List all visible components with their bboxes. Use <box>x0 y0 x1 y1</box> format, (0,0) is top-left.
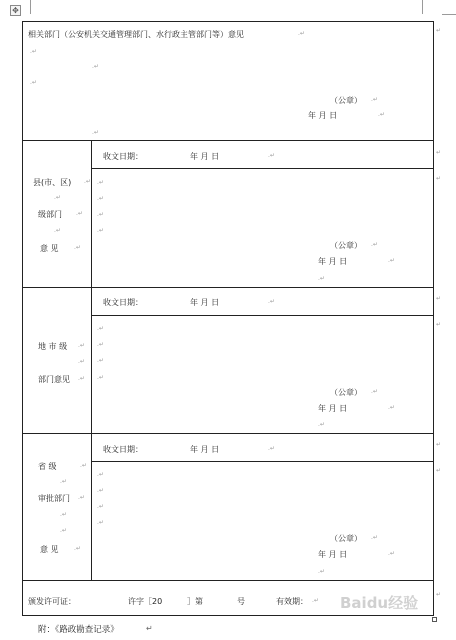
permit-bracket: ］第 <box>187 597 203 606</box>
crop-mark-top-left <box>30 0 31 14</box>
prefecture-label-1: 地 市 级 <box>38 342 68 351</box>
crop-mark-right <box>442 14 456 15</box>
county-receive-date: 年 月 日 <box>190 152 220 161</box>
province-receive-label: 收文日期： <box>103 445 143 454</box>
watermark: Baidu经验 <box>340 594 419 612</box>
table-resize-handle[interactable] <box>432 617 437 622</box>
crop-mark-top-right <box>422 0 423 14</box>
top-section-date: 年 月 日 <box>308 111 338 120</box>
prefecture-seal: （公章） <box>330 388 362 397</box>
county-seal: （公章） <box>330 241 362 250</box>
prefecture-receive-label: 收文日期： <box>103 298 143 307</box>
attachment-note: 附：《路政勘查记录》 <box>38 625 119 635</box>
province-label-2: 审批部门 <box>38 494 70 503</box>
table-move-handle[interactable]: ✥ <box>10 5 21 16</box>
permit-validity: 有效期： <box>276 597 308 606</box>
county-label-3: 意 见 <box>40 244 59 253</box>
top-section-heading: 相关部门（公安机关交通管理部门、水行政主管部门等）意见 <box>28 30 244 39</box>
permit-number-prefix: 许字［20 <box>128 597 163 606</box>
province-receive-date: 年 月 日 <box>190 445 220 454</box>
county-receive-label: 收文日期： <box>103 152 143 161</box>
province-label-3: 意 见 <box>40 545 59 554</box>
permit-label: 颁发许可证： <box>28 597 76 606</box>
county-date: 年 月 日 <box>318 257 348 266</box>
province-label-1: 省 级 <box>38 462 57 471</box>
province-date: 年 月 日 <box>318 550 348 559</box>
top-section-seal: （公章） <box>330 96 362 105</box>
prefecture-date: 年 月 日 <box>318 404 348 413</box>
prefecture-receive-date: 年 月 日 <box>190 298 220 307</box>
county-label-2: 级部门 <box>38 210 62 219</box>
county-label-1: 县(市、区) <box>33 178 72 187</box>
paragraph-mark-icon: ↵ <box>146 624 153 633</box>
province-seal: （公章） <box>330 534 362 543</box>
prefecture-label-2: 部门意见 <box>38 375 70 384</box>
permit-number-suffix: 号 <box>237 597 245 606</box>
